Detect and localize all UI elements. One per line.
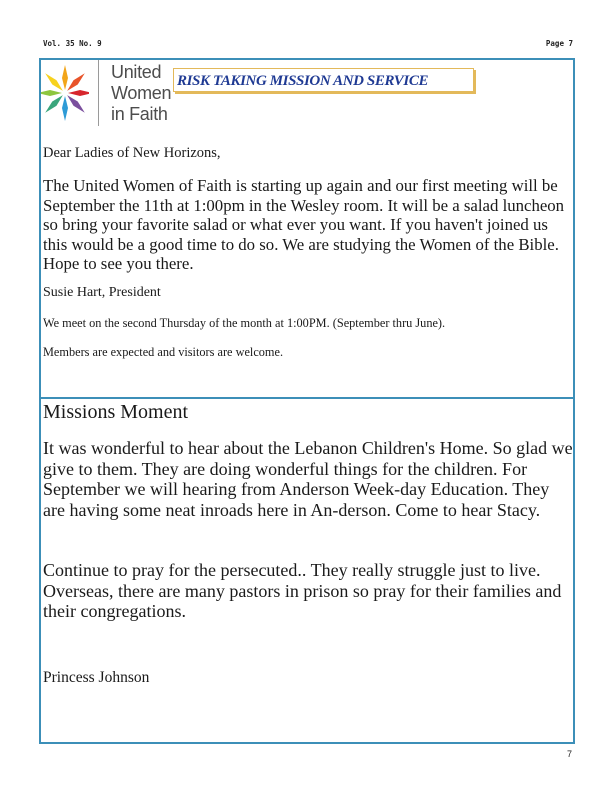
members-note: Members are expected and visitors are welcome. — [43, 345, 284, 359]
logo-divider — [98, 60, 99, 126]
united-women-in-faith-logo — [41, 60, 173, 128]
banner-title: RISK TAKING MISSION AND SERVICE — [177, 73, 429, 89]
missions-signature: Princess Johnson — [43, 669, 150, 686]
missions-paragraph-1: It was wonderful to hear about the Lebanon Children's Home. So glad we give to them. They are doing wonderful things for the children. For September we will hearing from Anderson Week-day Education. They are having some neat inroads here in An-derson. Come to hear Stacy. — [43, 438, 573, 520]
umw-announcement-paragraph: The United Women of Faith is starting up again and our first meeting will be September the 11th at 1:00pm in the Wesley room. It will be a salad luncheon so bring your favorite salad or what ever you want. If you haven't joined us this would be a good time to do so. We are studying the Women of the Bible. Hope to see you there. — [43, 176, 565, 273]
salutation: Dear Ladies of New Horizons, — [43, 145, 221, 161]
logo-line-1: United — [111, 62, 162, 82]
logo-wordmark — [111, 62, 171, 125]
logo-line-3: in Faith — [111, 104, 168, 124]
meeting-schedule: We meet on the second Thursday of the month at 1:00PM. (September thru June). — [43, 316, 446, 330]
page-number: 7 — [566, 749, 572, 759]
president-signature: Susie Hart, President — [43, 285, 161, 300]
volume-label: Vol. 35 No. 9 — [43, 39, 102, 48]
page-label: Page 7 — [545, 39, 573, 48]
flame-star-icon — [41, 62, 89, 124]
missions-moment-heading: Missions Moment — [43, 401, 189, 423]
logo-line-2: Women — [111, 83, 172, 103]
section-banner — [173, 68, 474, 92]
missions-paragraph-2: Continue to pray for the persecuted.. They really struggle just to live. Overseas, there are many pastors in prison so pray for their families and their congregations. — [43, 560, 562, 622]
